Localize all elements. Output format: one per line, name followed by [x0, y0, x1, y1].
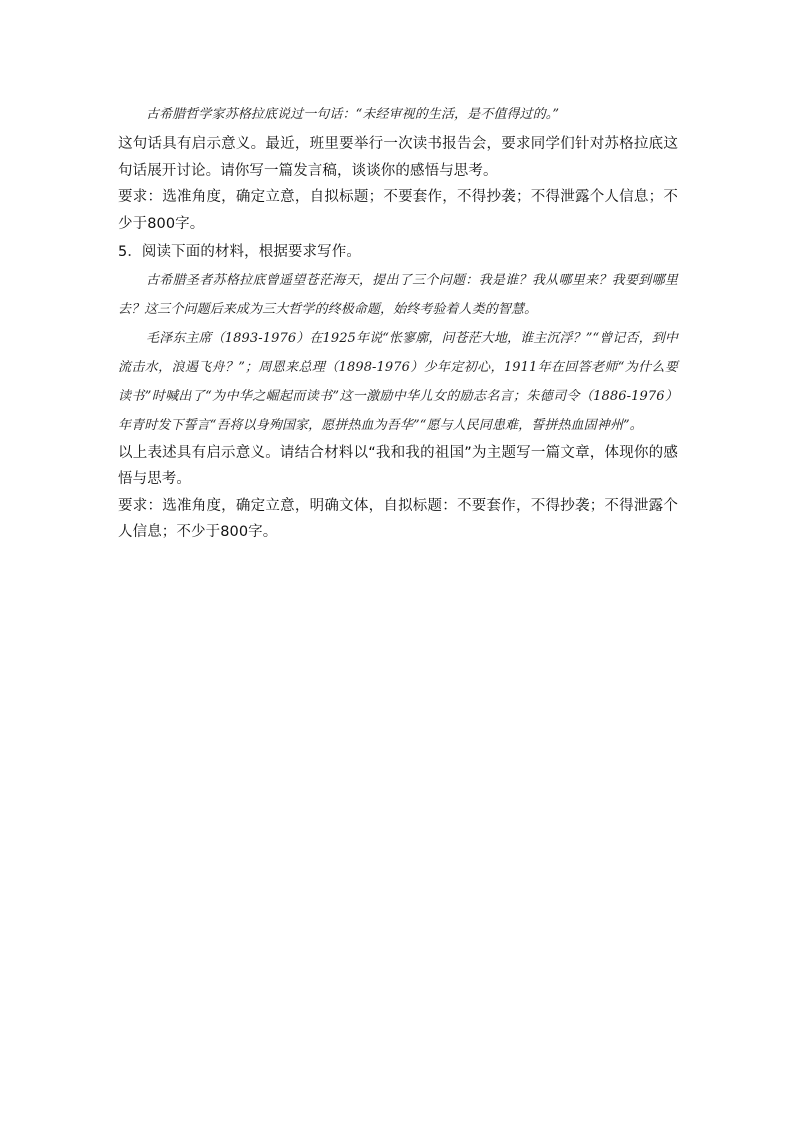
essay5-material-1: 古希腊圣者苏格拉底曾遥望苍茫海天，提出了三个问题：我是谁？我从哪里来？我要到哪里去？这三个问题后来成为三大哲学的终极命题，始终考验着人类的智慧。 — [118, 272, 678, 317]
essay5-requirements: 要求：选准角度，确定立意，明确文体，自拟标题：不要套作，不得抄袭；不得泄露个人信息；不少于800字。 — [118, 497, 678, 540]
essay4-prompt: 这句话具有启示意义。最近，班里要举行一次读书报告会，要求同学们针对苏格拉底这句话展开讨论。请你写一篇发言稿，谈谈你的感悟与思考。 — [118, 136, 678, 179]
essay4-quote: 古希腊哲学家苏格拉底说过一句话：“未经审视的生活，是不值得过的。” — [146, 107, 560, 122]
essay4-requirements: 要求：选准角度，确定立意，自拟标题；不要套作，不得抄袭；不得泄露个人信息；不少于800字。 — [118, 189, 678, 232]
essay5-material-2: 毛泽东主席（1893-1976）在1925年说“怅寥廓，问苍茫大地，谁主沉浮？”“曾记否，到中流击水，浪遏飞舟？”；周恩来总理（1898-1976）少年定初心，1911年在回答老师“为什么要读书”时喊出了“为中华之崛起而读书”这一激励中华儿女的励志名言；朱德司令（1886-1976）年青时发下誓言“吾将以身殉国家，愿拼热血为吾华”“愿与人民同患难，誓拼热血固神州”。 — [118, 330, 678, 433]
essay5-prompt: 以上表述具有启示意义。请结合材料以“我和我的祖国”为主题写一篇文章，体现你的感悟与思考。 — [118, 444, 678, 487]
document-content — [118, 100, 678, 546]
essay5-heading: 5．阅读下面的材料，根据要求写作。 — [118, 244, 361, 260]
